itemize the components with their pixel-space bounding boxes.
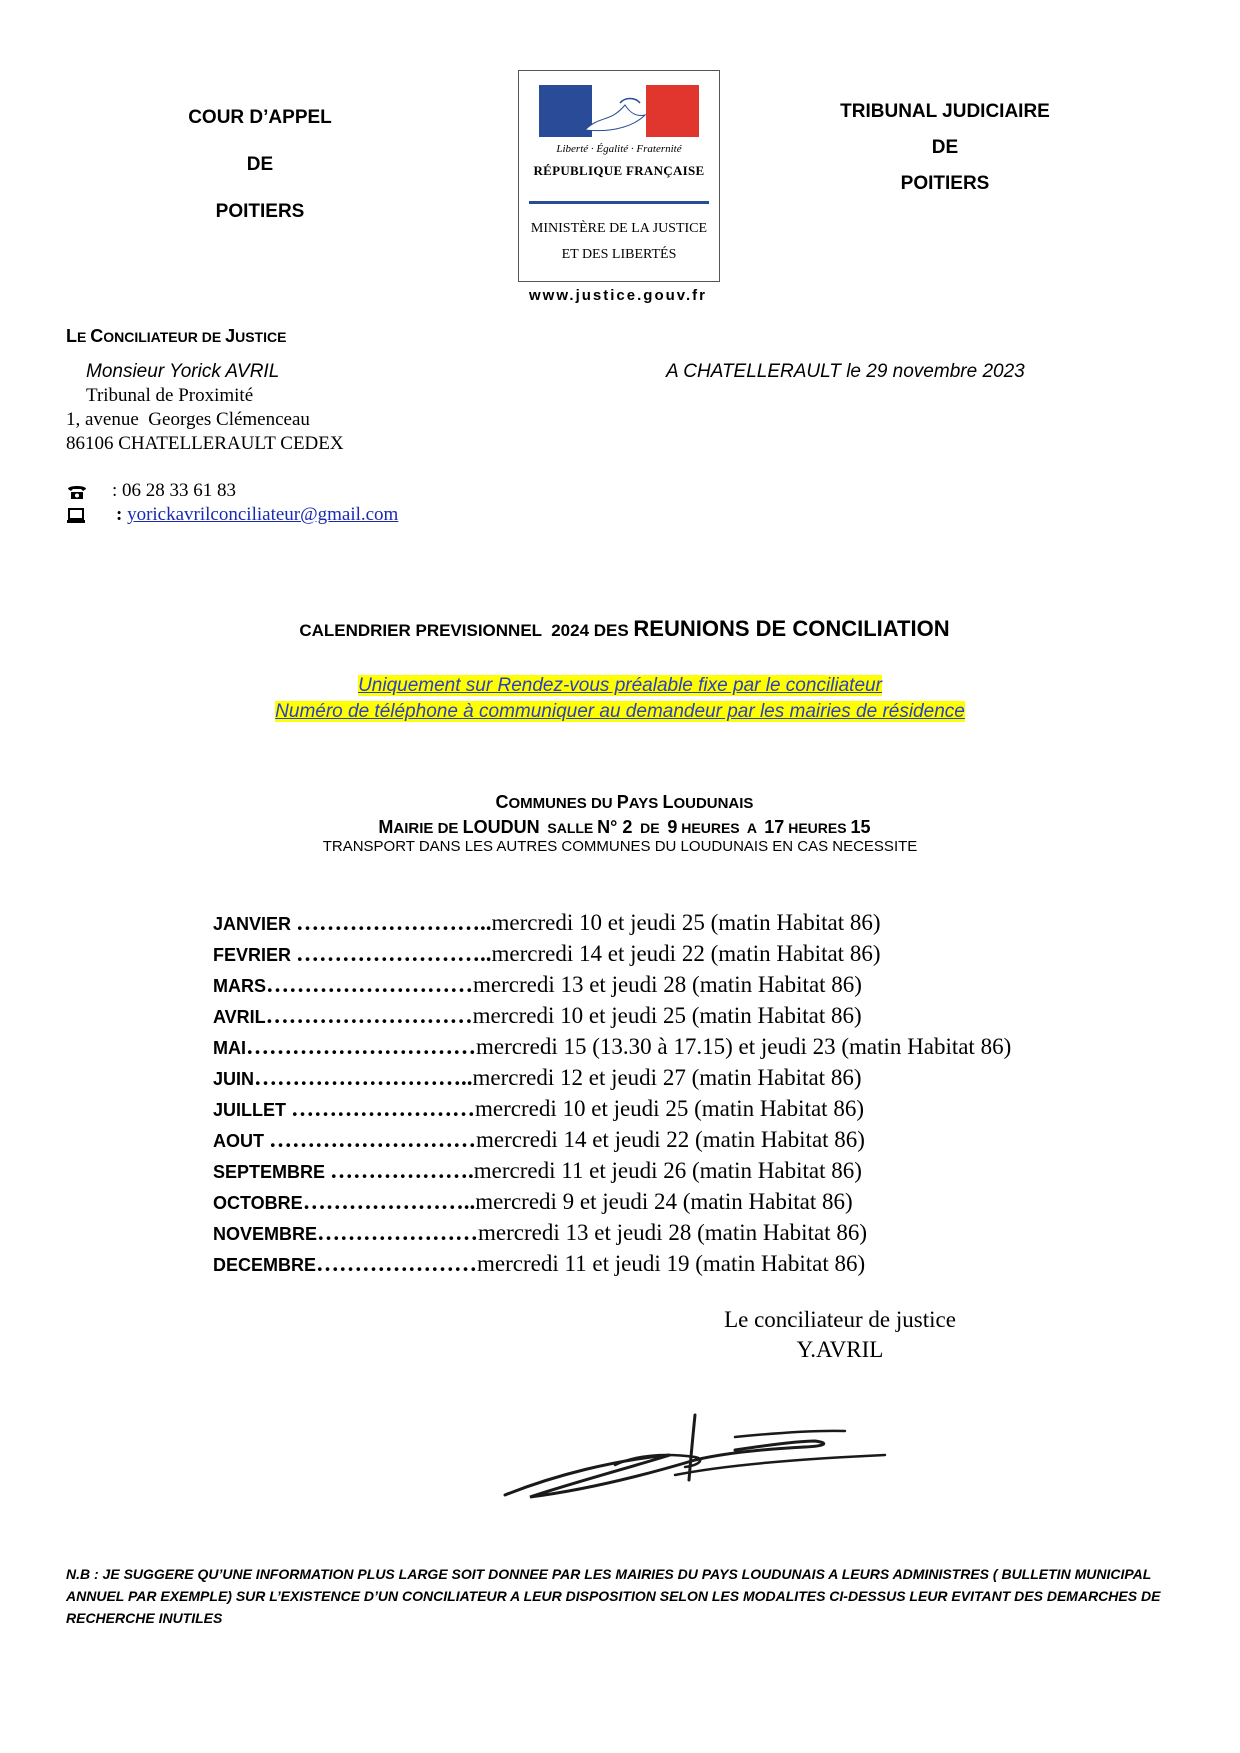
- handwritten-signature: [495, 1405, 895, 1515]
- end-hour: 17: [764, 817, 785, 837]
- calendar-dates: mercredi 10 et jeudi 25 (matin Habitat 86): [475, 1096, 864, 1121]
- calendar-dots: ………………………: [265, 1003, 473, 1028]
- sender-address-line: 1, avenue Georges Clémenceau: [66, 409, 310, 430]
- role-letters: USTICE: [235, 329, 287, 345]
- calendar-month: MAI: [213, 1038, 246, 1058]
- calendar-row: [213, 1249, 1011, 1280]
- calendar-month: OCTOBRE: [213, 1193, 303, 1213]
- email-link[interactable]: yorickavrilconciliateur@gmail.com: [127, 504, 399, 525]
- heading-letter: L: [662, 792, 674, 812]
- calendar-month: AOUT: [213, 1131, 269, 1151]
- role-letter: C: [90, 326, 104, 346]
- calendar-dates: mercredi 14 et jeudi 22 (matin Habitat 86): [476, 1127, 865, 1152]
- calendar-dates: mercredi 11 et jeudi 19 (matin Habitat 86): [477, 1251, 866, 1276]
- calendar-dates: mercredi 11 et jeudi 26 (matin Habitat 86): [473, 1158, 862, 1183]
- sender-name: Monsieur Yorick AVRIL: [86, 361, 280, 382]
- ministry-logo: [518, 70, 720, 282]
- calendar-dates: mercredi 12 et jeudi 27 (matin Habitat 86): [472, 1065, 862, 1090]
- notice-line1: Uniquement sur Rendez-vous préalable fixe par le conciliateur: [358, 675, 882, 696]
- calendar-list: [213, 908, 1011, 1280]
- calendar-dots: …………………: [316, 1251, 478, 1276]
- calendar-row: [213, 1094, 1011, 1125]
- role-letter: L: [66, 326, 77, 346]
- tribunal-line: TRIBUNAL JUDICIAIRE: [840, 101, 1050, 122]
- calendar-row: [213, 908, 1011, 939]
- calendar-month: JUIN: [213, 1069, 255, 1089]
- calendar-dots: ………………………: [266, 972, 473, 997]
- room-number: N° 2: [597, 817, 633, 837]
- calendar-row: [213, 970, 1011, 1001]
- heading-letters: OMMUNES DU: [508, 795, 617, 812]
- ministry-name-line2: ET DES LIBERTÉS: [561, 247, 677, 262]
- phone-number: : 06 28 33 61 83: [112, 480, 237, 501]
- court-of-appeal-line: DE: [246, 154, 274, 175]
- calendar-month: NOVEMBRE: [213, 1224, 318, 1244]
- calendar-dots: ……………………..: [296, 941, 492, 966]
- signature-title: Le conciliateur de justice: [724, 1307, 956, 1332]
- calendar-row: [213, 1187, 1011, 1218]
- calendar-dots: ……………………: [291, 1096, 476, 1121]
- heading-letter: C: [495, 792, 509, 812]
- calendar-month: MARS: [213, 976, 266, 996]
- calendar-row: [213, 1063, 1011, 1094]
- appointment-notice: [0, 673, 1240, 725]
- tribunal-line: DE: [931, 137, 959, 158]
- tribunal-line: POITIERS: [900, 173, 990, 194]
- notice-line2: Numéro de téléphone à communiquer au demandeur par les mairies de résidence: [275, 701, 965, 722]
- french-flag-icon: [539, 85, 699, 137]
- sender-address-line: 86106 CHATELLERAULT CEDEX: [66, 433, 344, 454]
- role-letters: ONCILIATEUR DE: [103, 329, 226, 345]
- title-part2: REUNIONS DE CONCILIATION: [633, 616, 950, 641]
- logo-divider: [529, 201, 709, 204]
- sender-address-line: Tribunal de Proximité: [86, 385, 254, 406]
- calendar-dots: …………………..: [302, 1189, 476, 1214]
- telephone-icon: [66, 483, 88, 501]
- role-letters: E: [77, 329, 91, 345]
- calendar-month: JANVIER: [213, 914, 297, 934]
- mairie-town: LOUDUN: [462, 817, 540, 837]
- signature-block: [700, 1305, 980, 1365]
- title-part1: CALENDRIER PREVISIONNEL 2024 DES: [299, 621, 634, 640]
- phone-row: [66, 480, 236, 502]
- email-prefix: :: [116, 504, 128, 525]
- transport-note: TRANSPORT DANS LES AUTRES COMMUNES DU LOUDUNAIS EN CAS NECESSITE: [322, 838, 918, 855]
- start-hour: 9: [667, 817, 678, 837]
- calendar-row: [213, 939, 1011, 970]
- document-title: [0, 598, 1240, 642]
- from-label: DE: [632, 820, 668, 836]
- tribunal-block: [805, 94, 1085, 202]
- calendar-month: JUILLET: [213, 1100, 292, 1120]
- calendar-dates: mercredi 14 et jeudi 22 (matin Habitat 86): [491, 941, 881, 966]
- court-of-appeal-line: POITIERS: [215, 201, 305, 222]
- calendar-row: [213, 1125, 1011, 1156]
- mairie-letters: AIRIE DE: [393, 820, 463, 837]
- calendar-row: [213, 1001, 1011, 1032]
- calendar-dates: mercredi 15 (13.30 à 17.15) et jeudi 23 (matin Habitat 86): [476, 1034, 1012, 1059]
- calendar-dots: ……………………..: [296, 910, 492, 935]
- heading-letters: OUDUNAIS: [673, 795, 754, 812]
- nb-note: N.B : JE SUGGERE QU’UNE INFORMATION PLUS LARGE SOIT DONNEE PAR LES MAIRIES DU PAYS LOUDUNAIS A LEURS ADMINISTRES ( BULLETIN MUNICIPAL ANNUEL PAR EXEMPLE) SUR L’EXISTENCE D’UN CONCILIATEUR A LEUR DISPOSITION SELON LES MODALITES CI-DESSUS LEUR EVITANT DES DEMARCHES DE RECHERCHE INUTILES: [66, 1566, 1161, 1626]
- heading-letters: AYS: [628, 795, 663, 812]
- mairie-schedule-line: [0, 799, 1240, 838]
- hours-label: HEURES A: [677, 820, 765, 836]
- marianne-icon: [575, 95, 665, 137]
- calendar-month: AVRIL: [213, 1007, 266, 1027]
- republic-motto: Liberté · Égalité · Fraternité: [556, 143, 682, 155]
- calendar-month: SEPTEMBRE: [213, 1162, 331, 1182]
- calendar-dates: mercredi 10 et jeudi 25 (matin Habitat 86): [472, 1003, 862, 1028]
- computer-icon: [66, 507, 86, 525]
- calendar-dots: ………………………..: [254, 1065, 473, 1090]
- court-of-appeal-block: [160, 94, 360, 235]
- calendar-dates: mercredi 9 et jeudi 24 (matin Habitat 86): [475, 1189, 853, 1214]
- calendar-dates: mercredi 10 et jeudi 25 (matin Habitat 86): [491, 910, 881, 935]
- heading-letter: P: [616, 792, 629, 812]
- calendar-dates: mercredi 13 et jeudi 28 (matin Habitat 86): [478, 1220, 867, 1245]
- calendar-month: DECEMBRE: [213, 1255, 317, 1275]
- hours-label: HEURES: [784, 820, 851, 836]
- calendar-row: [213, 1032, 1011, 1063]
- date-line: A CHATELLERAULT le 29 novembre 2023: [666, 361, 1025, 382]
- signature-name: Y.AVRIL: [796, 1337, 884, 1362]
- calendar-dates: mercredi 13 et jeudi 28 (matin Habitat 86): [473, 972, 862, 997]
- end-minutes: 15: [850, 817, 871, 837]
- room-label: SALLE: [539, 820, 598, 836]
- calendar-row: [213, 1218, 1011, 1249]
- email-row: [66, 504, 398, 526]
- calendar-dots: …………………: [317, 1220, 479, 1245]
- calendar-row: [213, 1156, 1011, 1187]
- court-of-appeal-line: COUR D’APPEL: [188, 107, 332, 128]
- sender-role: [66, 326, 286, 347]
- calendar-dots: …………………………: [246, 1034, 476, 1059]
- calendar-dots: ……………….: [330, 1158, 474, 1183]
- ministry-url: www.justice.gouv.fr: [528, 287, 708, 304]
- ministry-name-line1: MINISTÈRE DE LA JUSTICE: [530, 221, 708, 236]
- calendar-dots: ………………………: [269, 1127, 476, 1152]
- mairie-letter: M: [378, 817, 394, 837]
- republic-name: RÉPUBLIQUE FRANÇAISE: [533, 163, 705, 178]
- calendar-month: FEVRIER: [213, 945, 297, 965]
- role-letter: J: [225, 326, 236, 346]
